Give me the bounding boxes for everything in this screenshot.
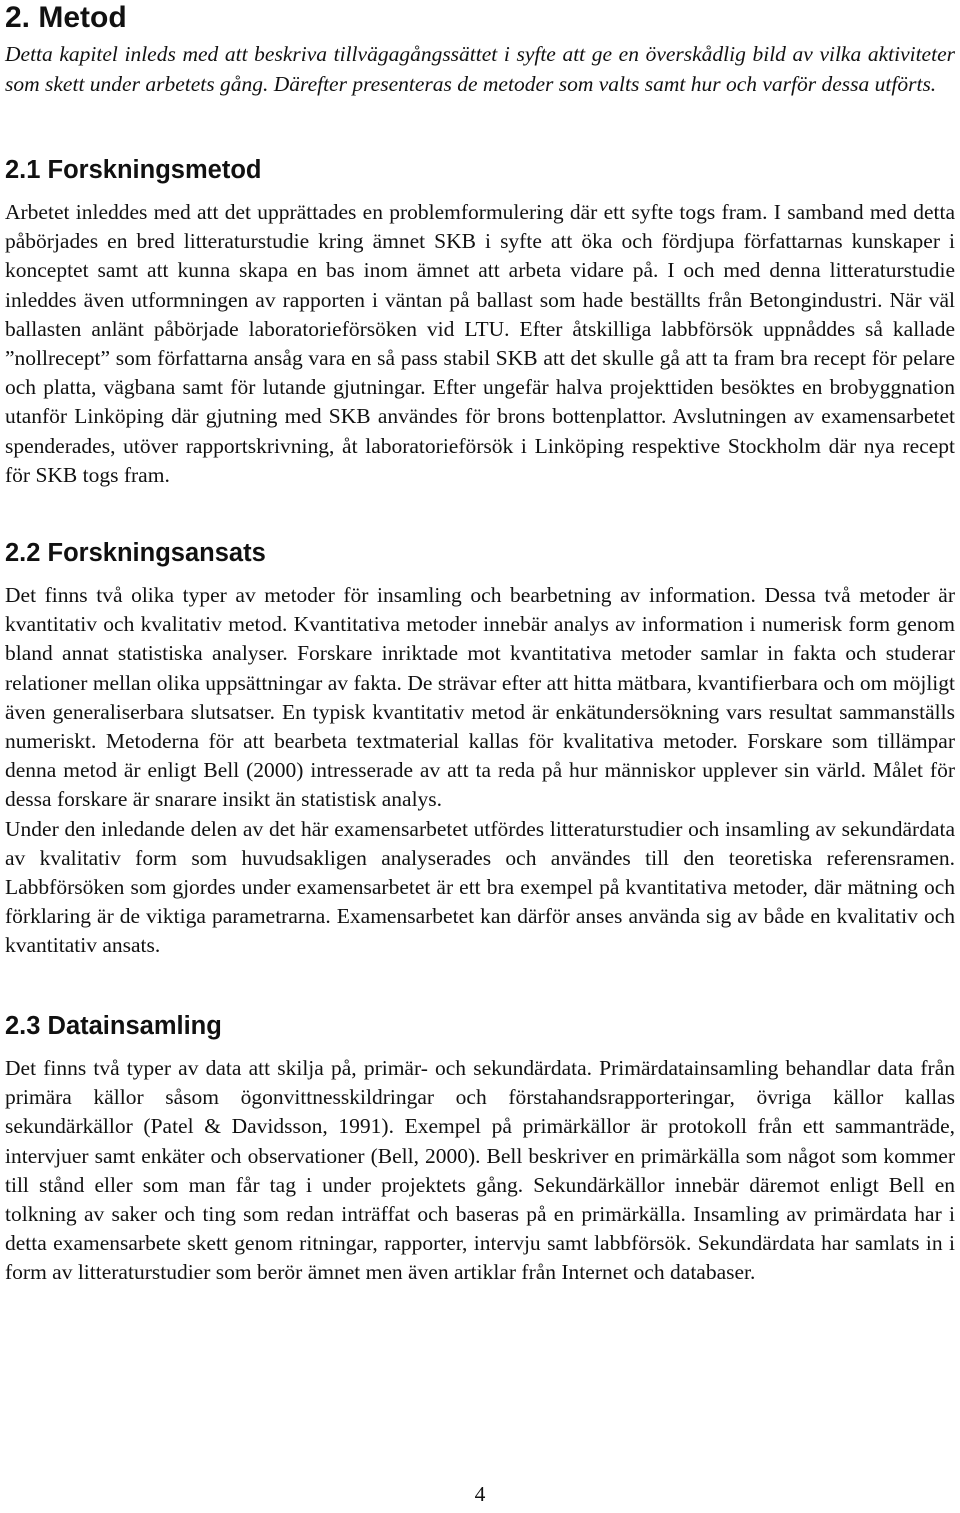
section-paragraph: Det finns två typer av data att skilja på, primär- och sekundärdata. Primärdatainsamling behandlar data från primära källor såsom ögonvittnesskildringar och förstahandsrapporteringar, övriga källor kallas sekundärkällor (Patel & Davidsson, 1991). Exempel på primärkällor är protokoll från ett sammanträde, intervjuer samt enkäter och observationer (Bell, 2000). Bell beskriver en primärkälla som något som kommer till stånd eller som man får tag i under projektets gång. Sekundärkällor innebär däremot enligt Bell en tolkning av saker och ting som redan inträffat och baseras på en primärkälla. Insamling av primärdata har i detta examensarbete skett genom ritningar, rapporter, intervju samt labbförsök. Sekundärdata har samlats in i form av litteraturstudier som berör ämnet men även artiklar från Internet och databaser. xyxy=(5,1056,955,1285)
chapter-title: 2. Metod xyxy=(5,1,127,34)
page-number: 4 xyxy=(474,1482,486,1506)
document-page xyxy=(5,0,955,1285)
section-forskningsansats xyxy=(5,537,955,961)
section-title: 2.3 Datainsamling xyxy=(5,1012,222,1040)
section-forskningsmetod xyxy=(5,154,955,490)
section-paragraph: Det finns två olika typer av metoder för insamling och bearbetning av information. Dessa två metoder är kvantitativ och kvalitativ metod. Kvantitativa metoder innebär analys av information i numerisk form genom bland annat statistiska analyser. Forskare inriktade mot kvantitativa metoder samlar in fakta och studerar relationer mellan olika uppsättningar av fakta. De strävar efter att hitta mätbara, kvantifierbara och om möjligt även generaliserbara slutsatser. En typisk kvantitativ metod är enkätundersökning vars resultat sammanställs numeriskt. Metoderna för att bearbeta textmaterial kallas för kvalitativa metoder. Forskare som tillämpar denna metod är enligt Bell (2000) intresserade av att ta reda på hur människor upplever sin värld. Målet för dessa forskare är snarare insikt än statistisk analys. xyxy=(5,583,955,812)
chapter-intro: Detta kapitel inleds med att beskriva tillvägagångssättet i syfte att ge en överskådlig bild av vilka aktiviteter som skett under arbetets gång. Därefter presenteras de metoder som valts samt hur och varför dessa utförts. xyxy=(5,42,955,96)
section-title: 2.1 Forskningsmetod xyxy=(5,156,262,184)
section-datainsamling xyxy=(5,1010,955,1288)
section-title: 2.2 Forskningsansats xyxy=(5,539,266,567)
section-paragraph: Under den inledande delen av det här examensarbetet utfördes litteraturstudier och insamling av sekundärdata av kvalitativ form som huvudsakligen analyserades och användes till den teoretiska referensramen. Labbförsöken som gjordes under examensarbetet är ett bra exempel på kvantitativa metoder, där mätning och förklaring är de viktiga parametrarna. Examensarbetet kan därför anses använda sig av både en kvalitativ och kvantitativ ansats. xyxy=(5,816,955,958)
section-paragraph: Arbetet inleddes med att det upprättades en problemformulering där ett syfte togs fram. I samband med detta påbörjades en bred litteraturstudie kring ämnet SKB i syfte att öka och fördjupa författarnas kunskaper i konceptet samt att kunna skapa en bas inom ämnet att arbeta vidare på. I och med denna litteraturstudie inleddes även utformningen av rapporten i väntan på ballast som hade beställts från Betongindustri. När väl ballasten anlänt påbörjade laboratorieförsöken vid LTU. Efter åtskilliga labbförsök uppnåddes så kallade ”nollrecept” som författarna ansåg vara en så pass stabil SKB att det skulle gå att ta fram bra recept för pelare och platta, vägbana samt för lutande gjutningar. Efter ungefär halva projekttiden besöktes en brobyggnation utanför Linköping där gjutning med SKB användes för brons bottenplattor. Avslutningen av examensarbetet spenderades, utöver rapportskrivning, åt laboratorieförsök i Linköping respektive Stockholm där nya recept för SKB togs fram. xyxy=(5,200,955,487)
